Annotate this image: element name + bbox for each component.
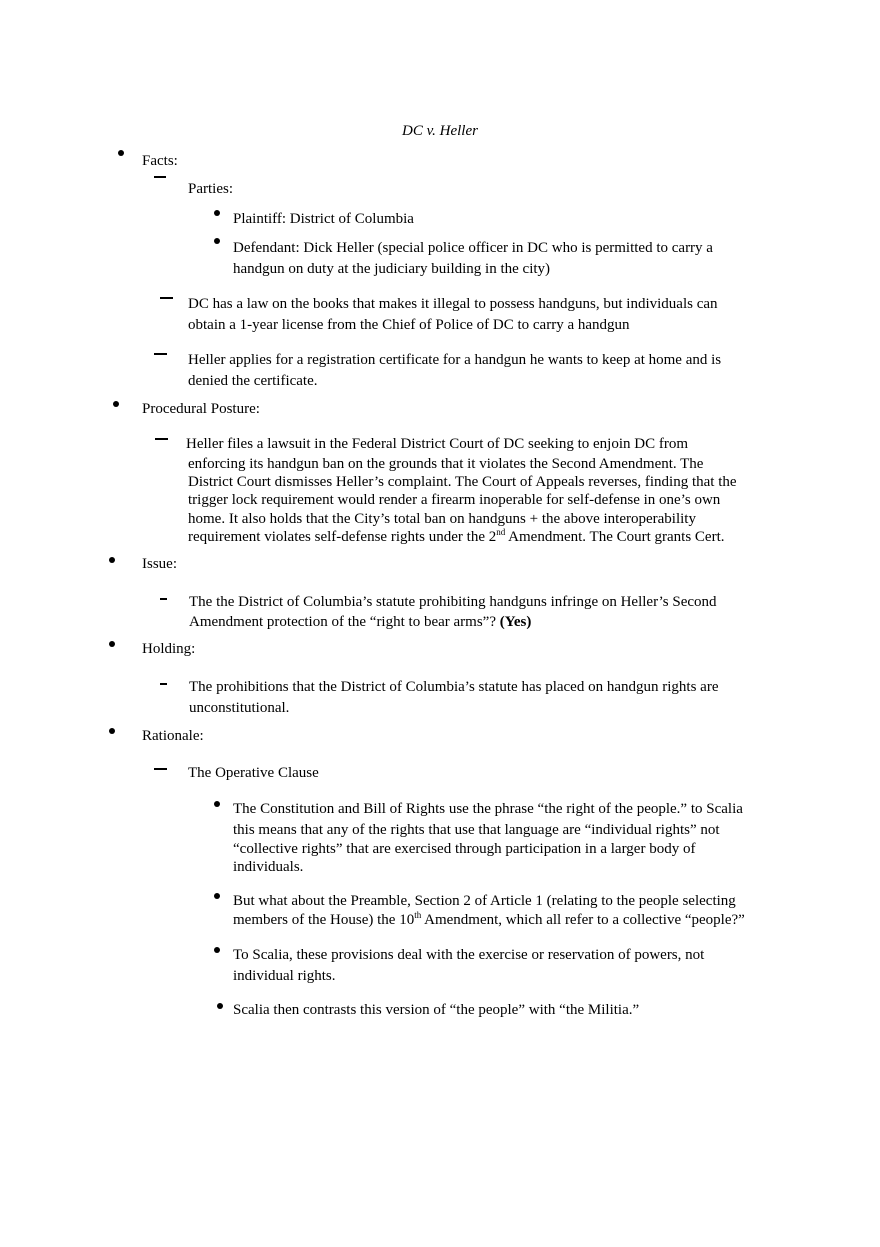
rationale-p3-line1: To Scalia, these provisions deal with the exercise or reservation of powers, not (233, 947, 705, 963)
holding-line1: The prohibitions that the District of Columbia’s statute has placed on handgun rights are (189, 679, 719, 695)
procedural-line6-b: Amendment. The Court grants Cert. (505, 529, 725, 545)
rationale-p2-line2 (233, 910, 745, 930)
dash-marker (154, 768, 167, 770)
bullet-dot (214, 893, 220, 899)
bullet-dot (214, 801, 220, 807)
operative-clause-heading: The Operative Clause (188, 765, 319, 781)
rationale-p1-line1: The Constitution and Bill of Rights use the phrase “the right of the people.” to Scalia (233, 801, 743, 817)
bullet-dot (118, 150, 124, 156)
bullet-dot (214, 947, 220, 953)
procedural-line6 (188, 527, 725, 547)
bullet-dot (109, 728, 115, 734)
holding-heading: Holding: (142, 641, 196, 657)
bullet-dot (214, 210, 220, 216)
law-line1: DC has a law on the books that makes it illegal to possess handguns, but individuals can (188, 296, 718, 312)
procedural-heading: Procedural Posture: (142, 401, 260, 417)
defendant-line2: handgun on duty at the judiciary building in the city) (233, 261, 551, 277)
bullet-dot (217, 1003, 223, 1009)
issue-line2-text: Amendment protection of the “right to bear arms”? (189, 614, 500, 630)
procedural-line6-sup: nd (496, 527, 506, 537)
hyphen-marker (160, 683, 167, 685)
rationale-p2-line2-b: Amendment, which all refer to a collective “people?” (421, 912, 745, 928)
document-title: DC v. Heller (402, 123, 478, 139)
defendant-line1: Defendant: Dick Heller (special police officer in DC who is permitted to carry a (233, 240, 713, 256)
rationale-p3-line2: individual rights. (233, 968, 336, 984)
plaintiff-text: Plaintiff: District of Columbia (233, 211, 414, 227)
procedural-line4: trigger lock requirement would render a firearm inoperable for self-defense in one’s own (188, 492, 721, 508)
issue-line2 (189, 612, 531, 632)
bullet-dot (113, 401, 119, 407)
rationale-p2-line2-sup: th (414, 910, 422, 920)
issue-answer: (Yes) (499, 614, 532, 630)
procedural-line6-a: requirement violates self-defense rights under the 2 (188, 529, 497, 545)
procedural-line1: Heller files a lawsuit in the Federal District Court of DC seeking to enjoin DC from (186, 436, 688, 452)
bullet-dot (109, 641, 115, 647)
rationale-heading: Rationale: (142, 728, 204, 744)
procedural-line5: home. It also holds that the City’s total ban on handguns + the above interoperability (188, 511, 696, 527)
holding-line2: unconstitutional. (189, 700, 290, 716)
rationale-p1-line3: “collective rights” that are exercised through participation in a larger body of (233, 841, 696, 857)
issue-heading: Issue: (142, 556, 177, 572)
dash-marker (160, 297, 173, 299)
apply-line2: denied the certificate. (188, 373, 318, 389)
rationale-p2-line1: But what about the Preamble, Section 2 of Article 1 (relating to the people selecting (233, 893, 736, 909)
dash-marker (154, 176, 166, 178)
procedural-line2: enforcing its handgun ban on the grounds that it violates the Second Amendment. The (188, 456, 704, 472)
facts-heading: Facts: (142, 153, 178, 169)
bullet-dot (109, 557, 115, 563)
procedural-line3: District Court dismisses Heller’s complaint. The Court of Appeals reverses, finding that the (188, 474, 737, 490)
bullet-dot (214, 238, 220, 244)
dash-marker (155, 438, 168, 440)
rationale-p1-line2: this means that any of the rights that use that language are “individual rights” not (233, 822, 720, 838)
parties-heading: Parties: (188, 181, 233, 197)
dash-marker (154, 353, 167, 355)
apply-line1: Heller applies for a registration certificate for a handgun he wants to keep at home and is (188, 352, 722, 368)
issue-line1: The the District of Columbia’s statute prohibiting handguns infringe on Heller’s Second (189, 594, 717, 610)
law-line2: obtain a 1-year license from the Chief of Police of DC to carry a handgun (188, 317, 630, 333)
hyphen-marker (160, 598, 167, 600)
rationale-p4-line1: Scalia then contrasts this version of “the people” with “the Militia.” (233, 1002, 640, 1018)
rationale-p2-line2-a: members of the House) the 10 (233, 912, 415, 928)
rationale-p1-line4: individuals. (233, 859, 304, 875)
